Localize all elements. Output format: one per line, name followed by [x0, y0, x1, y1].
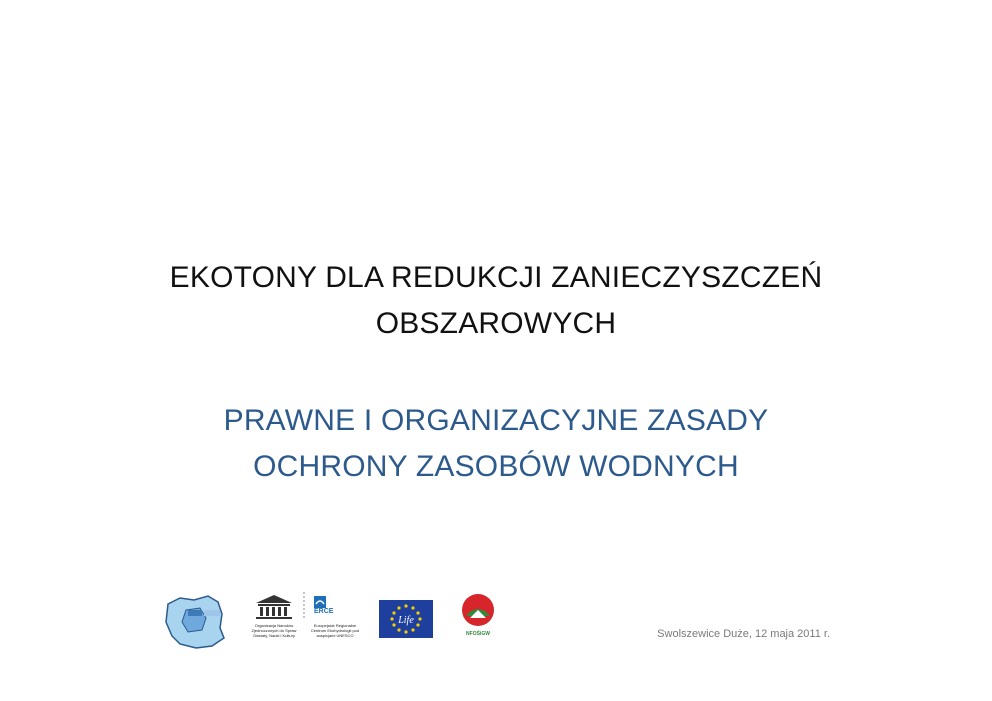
nfosigw-logo: [458, 592, 498, 644]
nfos-caption: NFOŚiGW: [466, 631, 490, 637]
logo-strip: [150, 582, 530, 654]
unesco-logo: [246, 592, 302, 650]
eu-life-logo: [379, 600, 433, 638]
ercce-mark-icon: [302, 592, 362, 620]
footer-date: Swolszewice Duże, 12 maja 2011 r.: [657, 628, 830, 640]
slide-title: [96, 255, 896, 347]
slide-title-line2: OBSZAROWYCH: [375, 307, 617, 340]
slide-subtitle: [96, 398, 896, 490]
ercce-caption: Europejskie Regionalne Centrum Ekohydrologii pod auspicjami UNESCO: [310, 623, 360, 638]
temple-icon: [246, 592, 302, 622]
slide-title-line1: EKOTONY DLA REDUKCJI ZANIECZYSZCZEŃ: [169, 261, 823, 294]
unesco-caption: Organizacja Narodów Zjednoczonych do Spraw Oświaty, Nauki i Kultury: [251, 623, 297, 638]
slide-subtitle-line1: PRAWNE I ORGANIZACYJNE ZASADY: [223, 404, 769, 437]
eu-life-text: Life: [398, 615, 414, 626]
poland-map-logo: [160, 590, 230, 652]
ercce-name: ERCE: [314, 608, 334, 615]
slide-subtitle-line2: OCHRONY ZASOBÓW WODNYCH: [253, 450, 739, 483]
nfos-emblem-icon: [458, 592, 498, 632]
ercce-logo: [302, 592, 362, 650]
